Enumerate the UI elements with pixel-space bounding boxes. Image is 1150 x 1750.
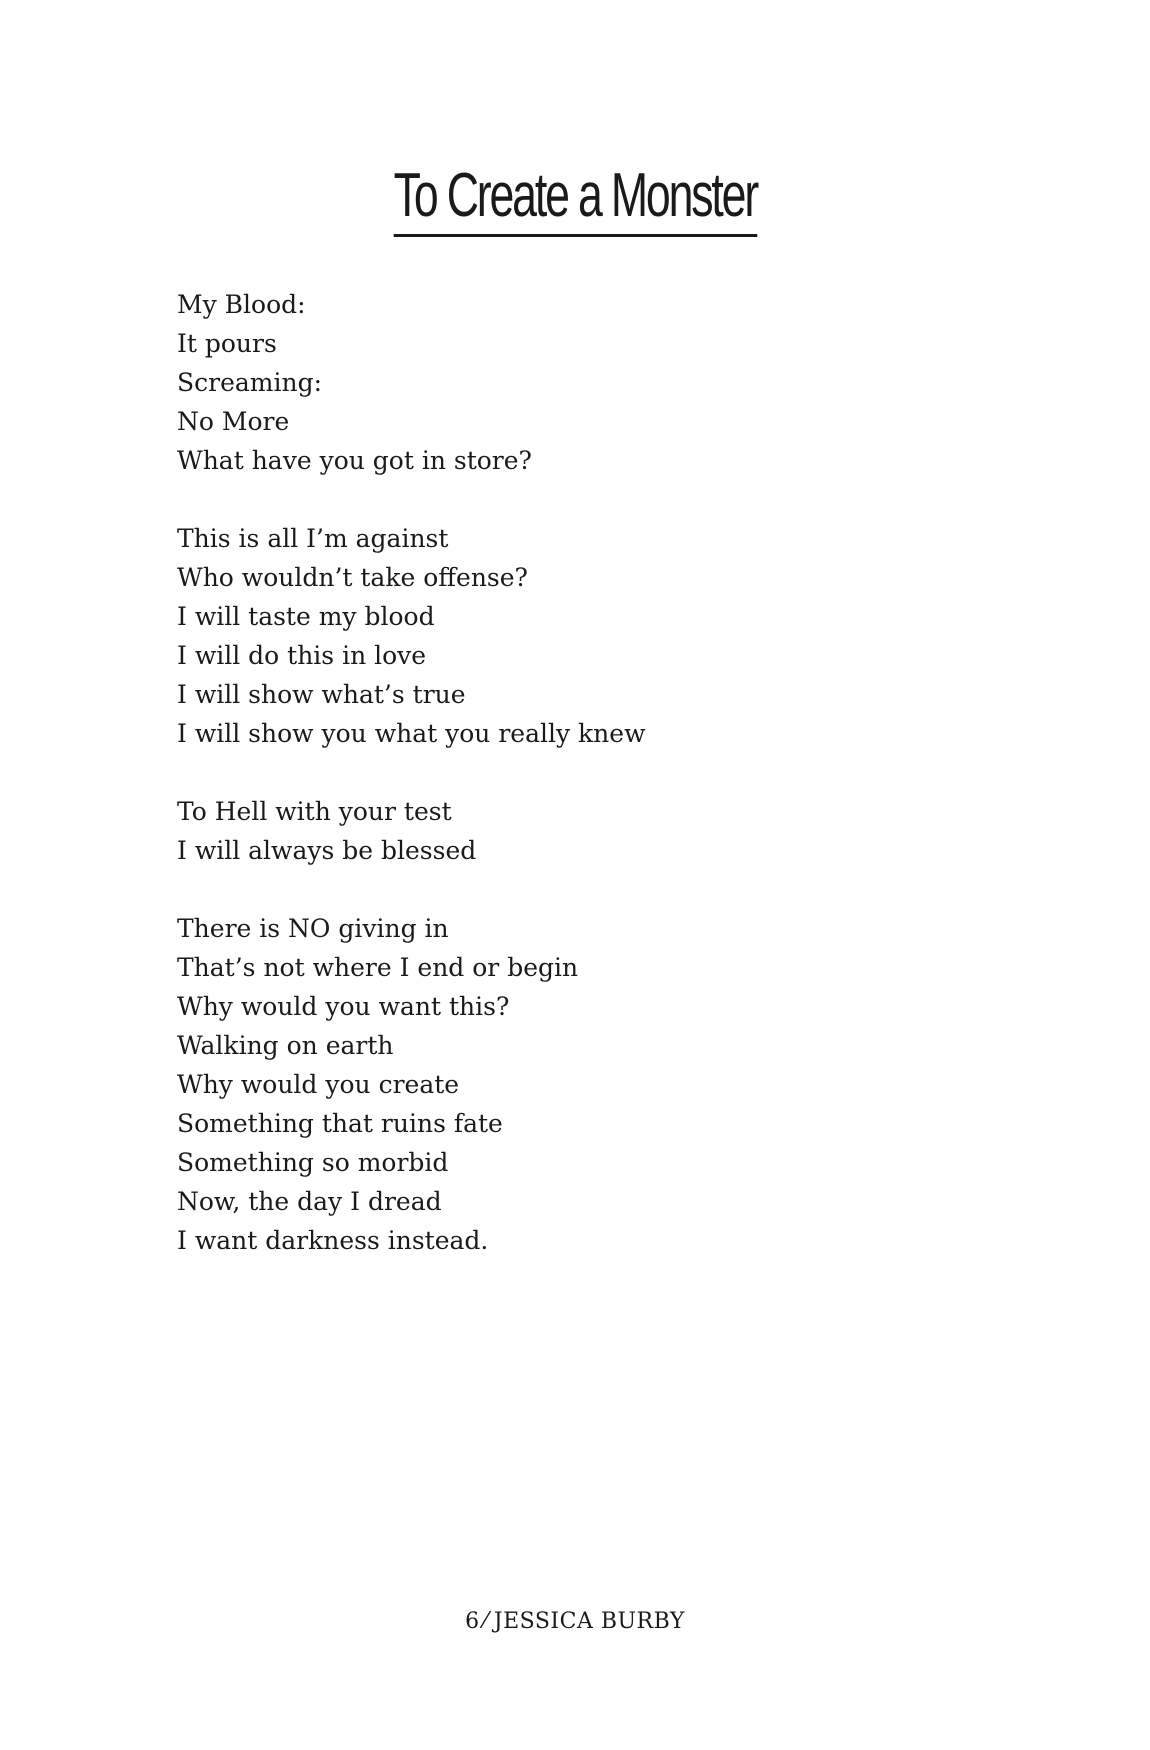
page-number: 6 — [465, 1609, 480, 1634]
stanza — [177, 909, 977, 1260]
poem-line: Who wouldn’t take offense? — [177, 563, 528, 592]
poem-line: I will do this in love — [177, 641, 427, 670]
poem-line: Screaming: — [177, 368, 323, 397]
poem-line: This is all I’m against — [177, 524, 449, 553]
poem-body — [177, 285, 977, 1299]
poem-line: I will always be blessed — [177, 836, 477, 865]
poem-line: What have you got in store? — [177, 446, 532, 475]
stanza — [177, 285, 977, 480]
poem-line: I want darkness instead. — [177, 1226, 489, 1255]
poem-line: Why would you create — [177, 1070, 460, 1099]
poem-line: There is NO giving in — [177, 914, 449, 943]
poem-line: Something so morbid — [177, 1148, 449, 1177]
poem-line: No More — [177, 407, 290, 436]
footer-separator: ⁄ — [483, 1609, 488, 1634]
poem-line: Why would you want this? — [177, 992, 510, 1021]
poem-line: I will show what’s true — [177, 680, 466, 709]
stanza — [177, 519, 977, 753]
page-footer — [0, 1607, 1150, 1637]
author-name: JESSICA BURBY — [493, 1609, 685, 1634]
poem-line: I will show you what you really knew — [177, 719, 646, 748]
poem-line: That’s not where I end or begin — [177, 953, 579, 982]
stanza — [177, 792, 977, 870]
poem-line: To Hell with your test — [177, 797, 452, 826]
poem-title: To Create a Monster — [0, 160, 1150, 237]
poem-line: Walking on earth — [177, 1031, 394, 1060]
poem-line: Something that ruins fate — [177, 1109, 503, 1138]
poem-line: Now, the day I dread — [177, 1187, 442, 1216]
poem-line: My Blood: — [177, 290, 306, 319]
poem-line: It pours — [177, 329, 277, 358]
poem-line: I will taste my blood — [177, 602, 435, 631]
